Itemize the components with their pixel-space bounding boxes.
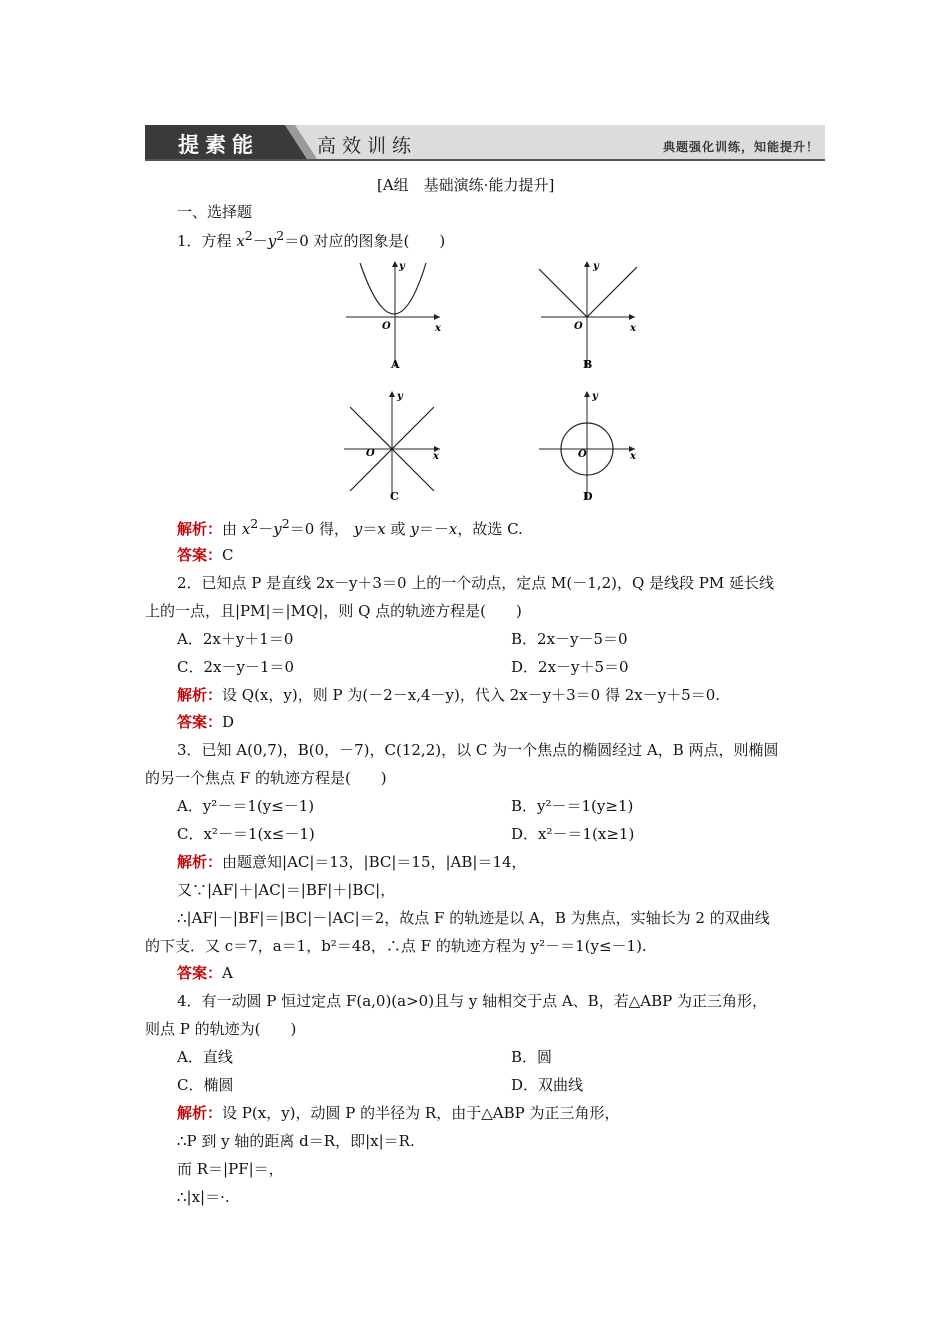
graph-a-y-label: y	[399, 261, 405, 272]
graph-b-y-arrow	[584, 261, 590, 267]
graph-a-origin: O	[382, 321, 391, 332]
graph-c-origin: O	[366, 448, 375, 459]
q2-analysis-text: 设 Q(x，y)，则 P 为(－2－x,4－y)，代入 2x－y＋3＝0 得 2x－y＋5＝0.	[222, 686, 721, 704]
graph-b-x-label: x	[630, 323, 636, 334]
q2-answer-label: 答案：	[177, 713, 223, 731]
q2-option-a: A．2x＋y＋1＝0	[177, 630, 294, 648]
section-banner	[145, 125, 825, 161]
graph-b-origin: O	[574, 321, 583, 332]
q1-graph-d	[535, 385, 645, 507]
q2-option-d: D．2x－y＋5＝0	[511, 658, 629, 676]
q3-option-c: C．x²－＝1(x≤－1)	[177, 825, 315, 843]
q3-answer-label: 答案：	[177, 964, 223, 982]
q4-option-b: B．圆	[511, 1048, 553, 1066]
q2-stem-line2: 上的一点，且|PM|＝|MQ|，则 Q 点的轨迹方程是( )	[145, 602, 522, 620]
graph-d-x-label: x	[630, 451, 636, 462]
q1-graph-a	[340, 255, 450, 375]
banner-slogan: 典题强化训练，知能提升！	[662, 140, 819, 154]
q1-analysis-label: 解析：	[177, 520, 223, 538]
q4-analysis-line4: ∴|x|＝·.	[177, 1188, 230, 1206]
graph-c-x-label: x	[433, 451, 439, 462]
graph-b-x-arrow	[629, 314, 635, 320]
q1-stem-middle: 对应的图象是(	[313, 232, 425, 250]
graph-a-y-arrow	[392, 261, 398, 267]
q2-answer	[177, 711, 234, 732]
group-header: [A组 基础演练·能力提升]	[377, 176, 555, 194]
q3-answer-value: A	[222, 964, 233, 982]
q3-answer	[177, 962, 233, 983]
q1-answer	[177, 544, 234, 565]
banner-underline	[145, 159, 825, 161]
banner-subtitle: 高效训练	[317, 135, 418, 157]
q1-analysis: 解析：由 $x^2-y^2=0$ 得， y＝x 或 y＝－x，故选 C.	[177, 516, 523, 538]
graph-b-y-label: y	[593, 261, 599, 272]
q2-answer-value: D	[222, 713, 235, 731]
section-title: 一、选择题	[177, 203, 253, 221]
q4-analysis-line3: 而 R＝|PF|＝，	[177, 1160, 284, 1178]
q1-stem-prefix: 1．方程	[177, 232, 232, 250]
q3-stem-line1: 3．已知 A(0,7)，B(0，－7)，C(12,2)，以 C 为一个焦点的椭圆经过 A，B 两点，则椭圆	[177, 741, 779, 759]
graph-a-caption: A	[391, 358, 400, 371]
q3-stem-line2: 的另一个焦点 F 的轨迹方程是( )	[145, 769, 387, 787]
q4-analysis-line1	[177, 1102, 619, 1123]
q1-answer-label: 答案：	[177, 546, 223, 564]
q1-answer-value: C	[222, 546, 234, 564]
q4-option-c: C．椭圆	[177, 1076, 234, 1094]
q2-option-b: B．2x－y－5＝0	[511, 630, 628, 648]
q4-option-d: D．双曲线	[511, 1076, 584, 1094]
q1-analysis-part-c: 或	[390, 520, 406, 538]
q1-stem: 1．方程 $x^2-y^2=0$ 对应的图象是( )	[177, 228, 446, 250]
q3-option-d: D．x²－＝1(x≥1)	[511, 825, 635, 843]
graph-b-right-ray	[587, 267, 637, 317]
graph-c-y-arrow	[389, 391, 395, 397]
q4-analysis-text1: 设 P(x，y)，动圆 P 的半径为 R，由于△ABP 为正三角形，	[222, 1104, 620, 1122]
q2-analysis-label: 解析：	[177, 686, 223, 704]
banner-title: 提素能	[178, 133, 259, 157]
graph-a-curve	[360, 263, 426, 314]
q4-option-a: A．直线	[177, 1048, 233, 1066]
q3-analysis-text1: 由题意知|AC|＝13，|BC|＝15，|AB|＝14，	[222, 853, 527, 871]
graph-d-y-label: y	[592, 391, 598, 402]
q1-graph-b	[535, 255, 645, 375]
q1-graph-c	[340, 385, 450, 507]
q3-analysis-line2: 又∵|AF|＋|AC|＝|BF|＋|BC|，	[177, 881, 396, 899]
graph-d-origin: O	[578, 449, 587, 460]
q3-analysis-label: 解析：	[177, 853, 223, 871]
graph-b-caption: B	[583, 358, 593, 371]
q1-analysis-part-b: 得，	[319, 520, 350, 538]
q4-stem-line1: 4．有一动圆 P 恒过定点 F(a,0)(a>0)且与 y 轴相交于点 A、B，若△ABP 为正三角形，	[177, 992, 767, 1010]
graph-c-y-label: y	[397, 391, 403, 402]
q1-analysis-part-d: ，故选 C.	[457, 520, 523, 538]
q3-analysis-line1	[177, 851, 527, 872]
q4-analysis-line2: ∴P 到 y 轴的距离 d＝R，即|x|＝R.	[177, 1132, 415, 1150]
q1-analysis-part-a: 由	[222, 520, 238, 538]
q4-stem-line2: 则点 P 的轨迹为( )	[145, 1020, 297, 1038]
q3-analysis-line4: 的下支．又 c＝7，a＝1，b²＝48，∴点 F 的轨迹方程为 y²－＝1(y≤－1).	[145, 937, 647, 955]
graph-a-x-arrow	[434, 314, 440, 320]
q3-option-a: A．y²－＝1(y≤－1)	[177, 797, 315, 815]
q2-option-c: C．2x－y－1＝0	[177, 658, 295, 676]
q3-option-b: B．y²－＝1(y≥1)	[511, 797, 634, 815]
q2-analysis	[177, 684, 720, 705]
graph-a-x-label: x	[435, 323, 441, 334]
q2-stem-line1: 2．已知点 P 是直线 2x－y＋3＝0 上的一个动点，定点 M(－1,2)，Q 是线段 PM 延长线	[177, 574, 775, 592]
q4-analysis-label: 解析：	[177, 1104, 223, 1122]
graph-c-caption: C	[390, 490, 399, 503]
graph-d-y-arrow	[584, 391, 590, 397]
q3-analysis-line3: ∴|AF|－|BF|＝|BC|－|AC|＝2，故点 F 的轨迹是以 A，B 为焦点，实轴长为 2 的双曲线	[177, 909, 770, 927]
graph-d-caption: D	[583, 490, 593, 503]
q1-stem-suffix: )	[424, 232, 446, 250]
graph-b-left-ray	[539, 269, 587, 317]
